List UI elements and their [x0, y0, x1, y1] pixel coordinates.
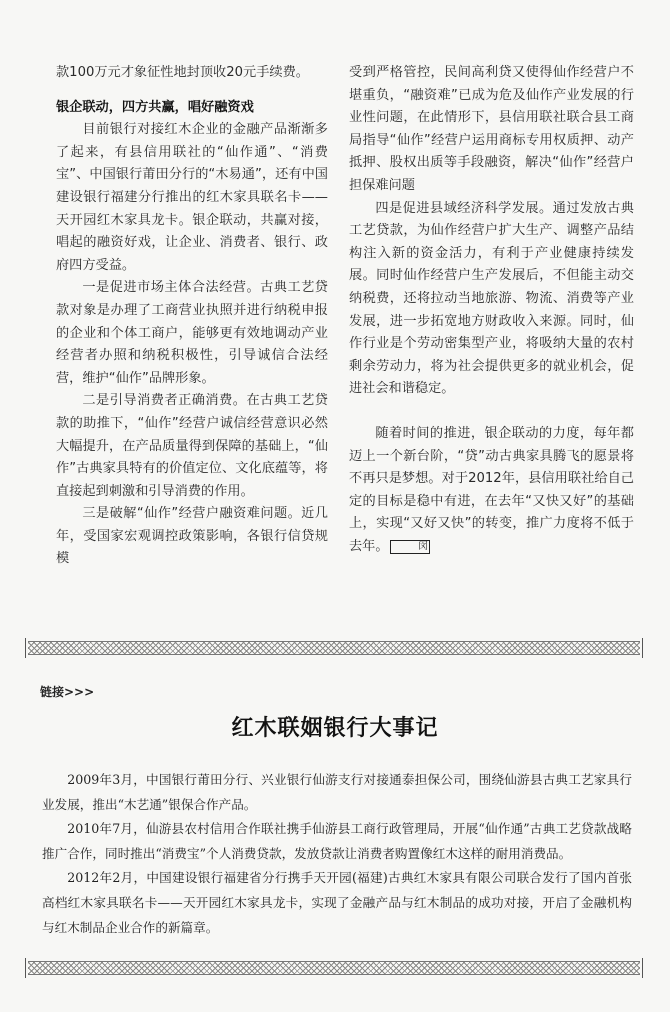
ornamental-divider: [28, 961, 640, 975]
paragraph: 目前银行对接红木企业的金融产品渐渐多了起来，有县信用联社的“仙作通”、“消费宝”、中国银行莆田分行的“木易通”，还有中国建设银行福建分行推出的红木家具联名卡——天开园红木家具龙卡。银企联动，共赢对接，唱起的融资好戏，让企业、消费者、银行、政府四方受益。: [56, 122, 328, 273]
section-heading: 银企联动，四方共赢，唱好融资戏: [56, 99, 254, 115]
paragraph: 四是促进县域经济科学发展。通过发放古典工艺贷款，为仙作经营户扩大生产、调整产品结构注入新的资金活力，有利于产业健康持续发展。同时仙作经营户生产发展后，不但能主动交纳税费，还将拉动当地旅游、物流、消费等产业发展，进一步拓宽地方财政收入来源。同时，仙作行业是个劳动密集型产业，将吸纳大量的农村剩余劳动力，将为社会提供更多的就业机会，促进社会和谐稳定。: [349, 200, 634, 397]
closing-text: 随着时间的推进，银企联动的力度，每年都迈上一个新台阶，“贷”动古典家具腾飞的愿景将不再只是梦想。对于2012年，县信用联社给自己定的目标是稳中有进，在去年“又快又好”的基础上，实现“又好又快”的转变，推广力度将不低于去年。: [349, 425, 634, 554]
paragraph: 三是破解“仙作”经营户融资难问题。近几年，受国家宏观调控政策影响，各银行信贷规模: [56, 506, 328, 567]
paragraph: 一是促进市场主体合法经营。古典工艺贷款对象是办理了工商营业执照并进行纳税申报的企业和个体工商户，能够更有效地调动产业经营者办照和纳税积极性，引导诚信合法经营，维护“仙作”品牌形象。: [56, 280, 328, 386]
article-right-column: [349, 62, 634, 558]
ornamental-divider: [28, 641, 640, 655]
paragraph: 二是引导消费者正确消费。在古典工艺贷款的助推下，“仙作”经营户诚信经营意识必然大幅提升，在产品质量得到保障的基础上，“仙作”古典家具特有的价值定位、文化底蕴等，将直接起到刺激和引导消费的作用。: [56, 393, 328, 499]
chronicle-entry: 2012年2月，中国建设银行福建省分行携手天开园(福建)古典红木家具有限公司联合发行了国内首张高档红木家具联名卡——天开园红木家具龙卡，实现了金融产品与红木制品的成功对接，开启了金融机构与红木制品企业合作的新篇章。: [42, 870, 632, 935]
article-end-mark: 闵: [390, 540, 430, 554]
carry-over-text: 款100万元才象征性地封顶收20元手续费。: [56, 65, 309, 80]
link-label: 链接>>>: [40, 685, 95, 699]
sidebar-title: 红木联姻银行大事记: [231, 715, 439, 741]
article-left-column: [56, 62, 328, 571]
chronicle-list: [42, 768, 632, 940]
carry-over-text: 受到严格管控，民间高利贷又使得仙作经营户不堪重负，“融资难”已成为危及仙作产业发展的行业性问题，在此情形下，县信用联社联合县工商局指导“仙作”经营户运用商标专用权质押、动产抵押、股权出质等手段融资，解决“仙作”经营户担保难问题: [349, 65, 634, 193]
chronicle-entry: 2010年7月，仙游县农村信用合作联社携手仙游县工商行政管理局，开展“仙作通”古典工艺贷款战略推广合作，同时推出“消费宝”个人消费贷款，发放贷款让消费者购置像红木这样的耐用消费品。: [42, 821, 632, 861]
closing-paragraph: [349, 423, 634, 559]
chronicle-entry: 2009年3月，中国银行莆田分行、兴业银行仙游支行对接通泰担保公司，围绕仙游县古典工艺家具行业发展，推出“木艺通”银保合作产品。: [42, 772, 632, 812]
